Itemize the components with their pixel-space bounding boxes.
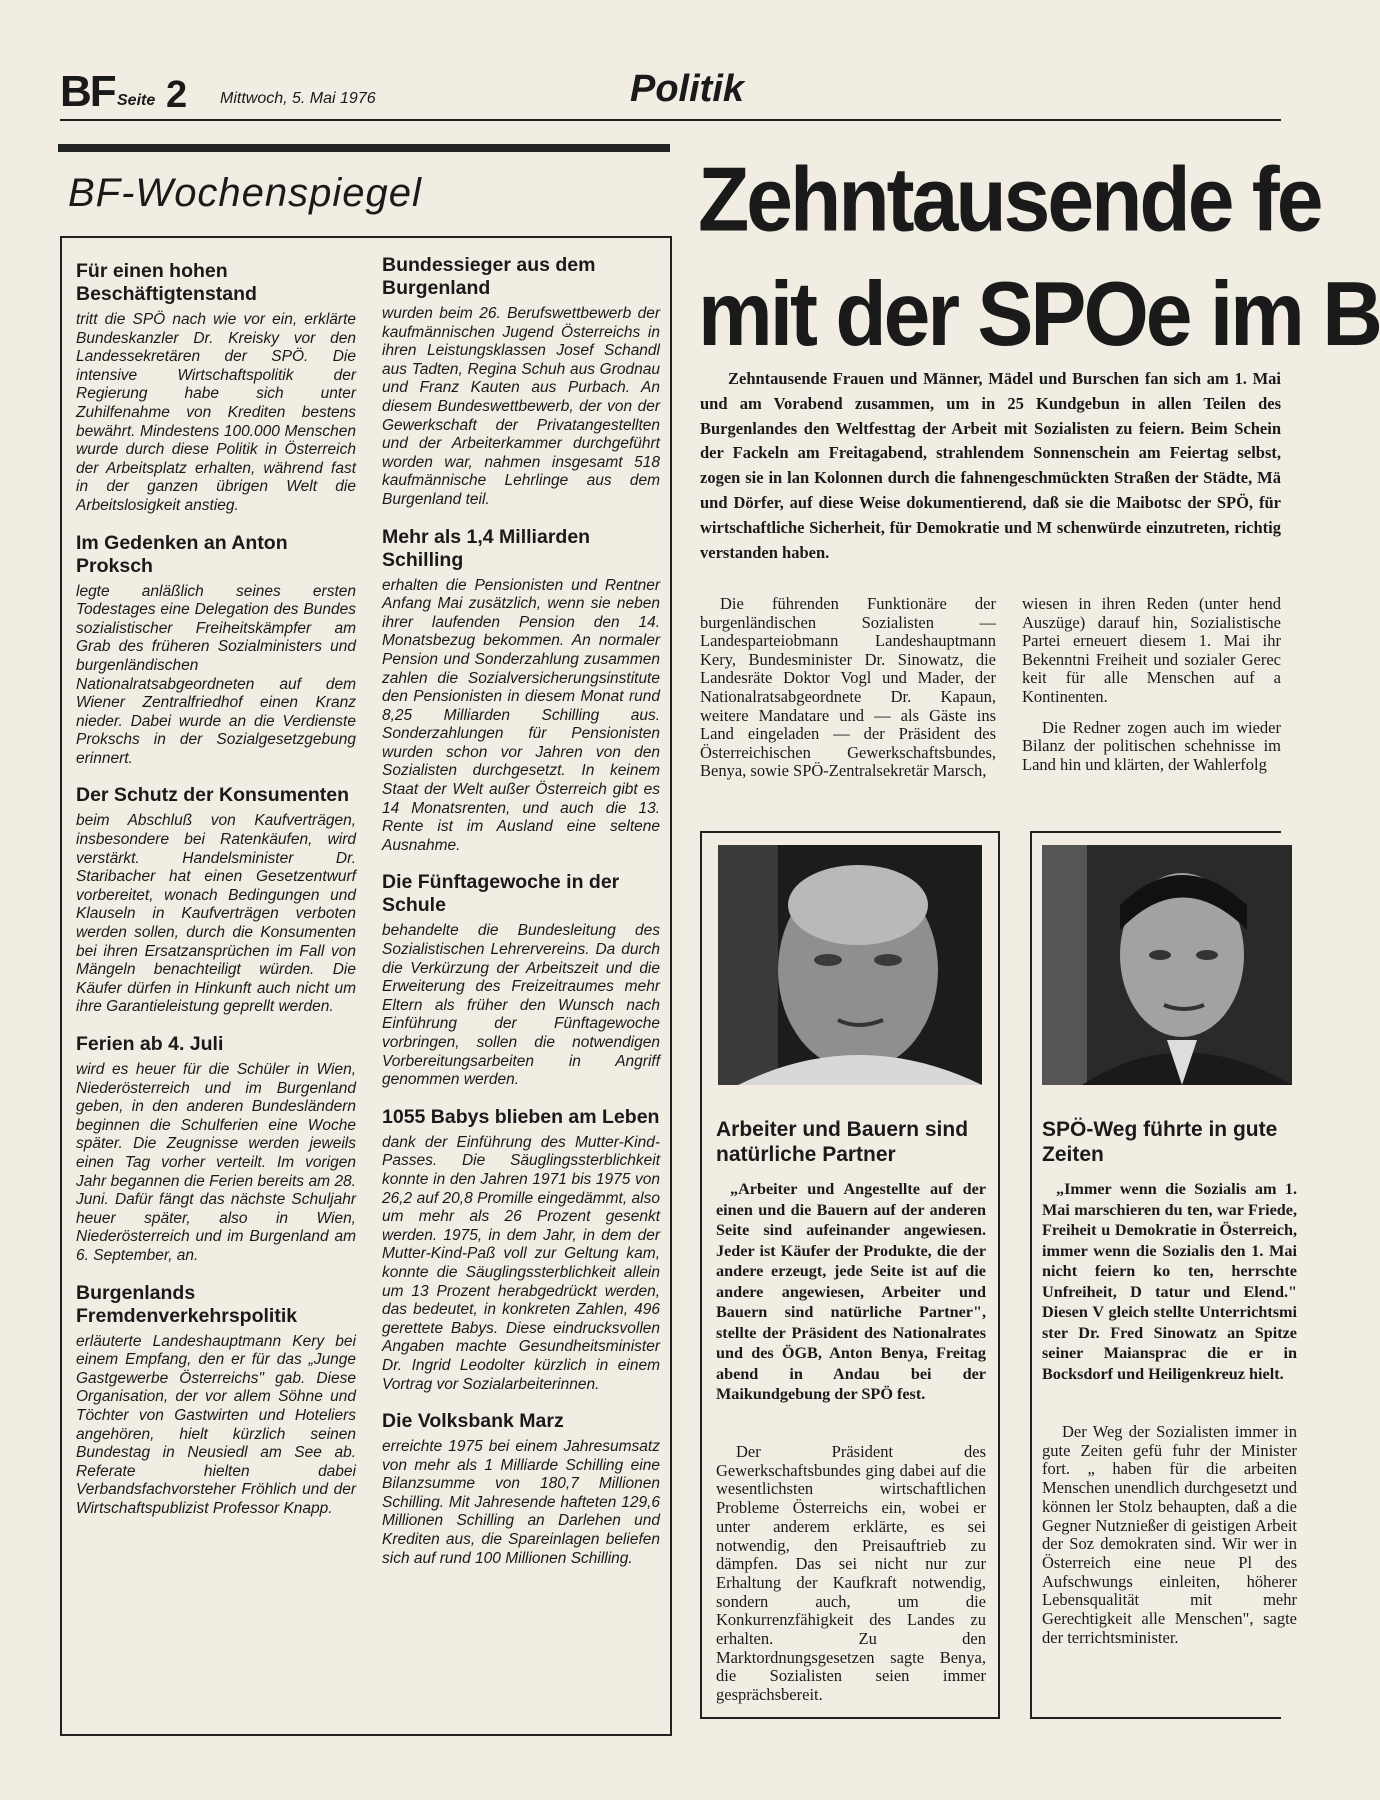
article-paragraph: wiesen in ihren Reden (unter hend Auszüge) darauf hin, Sozialistische Partei erneuert diesem 1. Mai ihr Bekenntni Freiheit und sozialer Gerec keit für alle Menschen auf a Kontinenten. [1022,594,1281,706]
brief-item [76,784,356,1017]
brief-title: 1055 Babys blieben am Leben [382,1105,660,1128]
brief-title: Die Volksbank Marz [382,1410,564,1433]
brief-text: erhalten die Pensionisten und Rentner Anfang Mai zusätzlich, wenn sie neben ihrer laufenden Pension den 14. Monatsbezug bekommen. An normaler Pension und Sonderzahlung zusammen zahlen die Sozialversicherungsinstitute den Pensionisten in diesem Monat rund 8,25 Milliarden Schilling aus. Sonderzahlungen für Pensionisten wurden schon vor Jahren von den Sozialisten durchgesetzt. In keinem Staat der Welt außer Österreich gibt es 14 Monatsrenten, und auch die 13. Rente ist im Ausland eine seltene Ausnahme. [382,576,660,854]
wochenspiegel-title: BF-Wochenspiegel [68,171,422,215]
article-paragraph: Die Redner zogen auch im wieder Bilanz der politischen schehnisse im Land hin und klärten, der Wahlerfolg [1022,717,1281,774]
brief-title: Bundessieger aus dem Burgenland [382,254,596,299]
brief-title: Ferien ab 4. Juli [76,1033,224,1055]
headline-line-1: Zehntausende fe [698,148,1321,250]
brief-item [382,254,660,510]
brief-item [76,1033,356,1266]
brief-column-left [76,260,356,1534]
main-headline [698,142,1380,371]
wochenspiegel-rule [58,144,670,152]
sinowatz-box [1030,831,1297,1719]
brief-text: erläuterte Landeshauptmann Kery bei einem Empfang, den er für das „Junge Gastgewerbe Österreichs" gab. Diese Organisation, der vor allem Söhne und Töchter von Gastwirten und Hoteliers angehören, hielt kürzlich seinen Bundestag in Neusiedl am See ab. Referate hielten dabei Verbandsfachvorsteher Fröhlich und der Wirtschaftspublizist Professor Knapp. [76,1332,356,1517]
brief-text: wurden beim 26. Berufswettbewerb der kaufmännischen Jugend Österreichs in ihren Leistungsklassen Josef Schandl aus Tadten, Regina Schuh aus Grodnau und Franz Kauten aus Purbach. An diesem Bundeswettbewerb, der von der Gewerkschaft der Privatangestellten und der Arbeiterkammer durchgeführt worden war, nahmen insgesamt 518 kaufmännische Lehrlinge aus dem Burgenland teil. [382,305,660,508]
brief-column-right [382,254,660,1584]
brief-text: wird es heuer für die Schüler in Wien, Niederösterreich und im Burgenland geben, in den anderen Bundesländern beginnen die Schulferien eine Woche später. Die Zeugnisse werden jeweils einen Tag vorher verteilt. Im vorigen Jahr begannen die Ferien bereits am 28. Juni. Dafür fängt das nächste Schuljahr heuer später, also in Wien, Niederösterreich und im Burgenland am 6. September, an. [76,1061,356,1264]
brief-item [76,532,356,769]
brief-title: Der Schutz der Konsumenten [76,784,350,807]
brief-item [382,1106,660,1394]
brief-title: Im Gedenken an Anton Proksch [76,531,288,577]
brief-text: tritt die SPÖ nach wie vor ein, erklärte Bundeskanzler Dr. Kreisky vor den Landessekretären der SPÖ. Die intensive Wirtschaftspolitik der Regierung habe sich unter Zuhilfenahme von Krediten bestens bewährt. Mindestens 100.000 Menschen wurde durch diese Politik in Österreich der Arbeitsplatz erhalten, während fast in der ganzen übrigen Welt die Arbeitslosigkeit anstieg. [76,311,356,514]
box-body: Der Präsident des Gewerkschaftsbundes ging dabei auf die wesentlichsten wirtschaftlichen Probleme Österreichs ein, wobei er unter anderem erklärte, es sei notwendig, den Preisauftrieb zu dämpfen. Das sei nicht nur zur Erhaltung der Kaufkraft notwendig, sondern auch, um die Konkurrenzfähigkeit des Landes zu erhalten. Zu den Marktordnungsgesetzen sagte Benya, die Sozialisten seien immer gesprächsbereit. [716,1442,986,1705]
article-paragraph: Die führenden Funktionäre der burgenländischen Sozialisten — Landesparteiobmann Landeshauptmann Kery, Bundesminister Dr. Sinowatz, die Landesräte Doktor Vogl und Mader, der Nationalratsabgeordnete Dr. Kapaun, weitere Mandatare und — als Gäste ins Land eingeladen — der Präsident des Österreichischen Gewerkschaftsbundes, Benya, sowie SPÖ-Zentralsekretär Marsch, [700,594,996,781]
brief-title: Mehr als 1,4 Milliarden Schilling [382,525,591,571]
brief-text: dank der Einführung des Mutter-Kind-Passes. Die Säuglingssterblichkeit konnte in den Jahren 1971 bis 1975 von 26,2 auf 20,8 Promille eingedämmt, also um mehr als 26 Prozent gesenkt werden. 1975, in dem Jahr, in dem der Mutter-Kind-Paß voll zur Geltung kam, konnte die Säuglingssterblichkeit allein um 13 Prozent herabgedrückt werden, das bedeutet, in konkreten Zahlen, 496 gerettete Babys. Diese eindrucksvollen Angaben machte Gesundheitsminister Dr. Ingrid Leodolter kürzlich in einem Vortrag vor Sozialarbeiterinnen. [382,1133,660,1393]
top-rule [60,119,1281,121]
box-lead: „Arbeiter und Angestellte auf der einen und die Bauern auf der anderen Seite sind aufeinander angewiesen. Jeder ist Käufer der Produkte, die der andere erzeugt, jede Seite ist auf die andere angewiesen, Arbeiter und Bauern sind natürliche Partner", stellte der Präsident des Nationalrates und des ÖGB, Anton Benya, Freitag abend in Andau bei der Maikundgebung der SPÖ fest. [716,1180,986,1403]
brief-title: Die Fünftagewoche in der Schule [382,871,620,917]
brief-item [382,1410,660,1568]
benya-box [700,831,1000,1719]
brief-text: erreichte 1975 bei einem Jahresumsatz von mehr als 1 Milliarde Schilling eine Bilanzsumme von 180,7 Millionen Schilling. Mit Jahresende hafteten 129,6 Millionen Schilling an Darlehen und Krediten aus, die Spareinlagen beliefen sich auf rund 100 Millionen Schilling. [382,1438,660,1567]
box-body: Der Weg der Sozialisten immer in gute Zeiten gefü fuhr der Minister fort. „ haben für die arbeiten Menschen unendlich durchgesetzt und können ler Stolz behaupten, daß a die Gegner Nutznießer di geistigen Arbeit der Soz demokraten sind. Wir wer in Österreich eine neue Pl des Aufschwungs einleiten, höherer Lebensqualität mit mehr Gerechtigkeit alle Menschen", sagte der terrichtsminister. [1042,1422,1297,1647]
headline-line-2: mit der SPOe im B [698,262,1380,365]
brief-text: beim Abschluß von Kaufverträgen, insbesondere bei Ratenkäufen, wird verstärkt. Handelsminister Dr. Staribacher hat einen Gesetzentwurf vorbereitet, wonach Bedingungen und Klauseln in Kaufverträgen verboten werden sollen, durch die Konsumenten bei ihren Ersatzansprüchen im Fall von Mängeln benachteiligt würden. Die Käufer dürfen in Hinkunft auch nicht um ihre Garantieleistung geprellt werden. [76,812,356,1016]
brief-item [382,871,660,1089]
box-headline: SPÖ-Weg führte in gute Zeiten [1042,1118,1278,1166]
box-lead: „Immer wenn die Sozialis am 1. Mai marschieren du ten, war Friede, Freiheit u Demokratie in Österreich, immer wenn die Sozialis den 1. Mai nicht feiern ko ten, herrschte Unfreiheit, D tatur und Elend." Diesen V gleich stellte Unterrichtsmi ster Dr. Fred Sinowatz an Spitze seiner Maiansprac die er in Bocksdorf und Heiligenkreuz hielt. [1042,1180,1297,1383]
article-column-2 [1022,595,1281,786]
brief-text: legte anläßlich seines ersten Todestages eine Delegation des Bundes sozialistischer Freiheitskämpfer am Grab des früheren Sozialministers und burgenländischen Nationalratsabgeordneten auf dem Wiener Zentralfriedhof einen Kranz nieder. Dabei wurde an die Verdienste Prokschs in der Sozialgesetzgebung erinnert. [76,582,356,767]
page-label: Seite [117,92,156,109]
dateline: Mittwoch, 5. Mai 1976 [220,90,376,107]
bf-logo: BF [60,67,115,116]
brief-title: Für einen hohen Beschäftigtenstand [76,260,257,305]
section-title: Politik [630,68,745,110]
brief-text: behandelte die Bundesleitung des Sozialistischen Lehrervereins. Da durch die Verkürzung der Arbeitszeit und die Erweiterung des Freizeitraumes mehr Eltern als früher den Wunsch nach Einführung der Fünftagewoche vorbringen, sollen die notwendigen Vorbereitungsarbeiten in Angriff genommen werden. [382,922,660,1089]
page-number: 2 [166,74,188,116]
brief-item [382,526,660,856]
brief-item [76,1282,356,1519]
article-lead: Zehntausende Frauen und Männer, Mädel und Burschen fan sich am 1. Mai und am Vorabend zusammen, um in 25 Kundgebun in allen Teilen des Burgenlandes den Weltfesttag der Arbeit mit Sozialisten zu feiern. Beim Schein der Fackeln am Freitagabend, strahlendem Sonnenschein am Feiertag selbst, zogen sie in lan Kolonnen durch die fahnengeschmückten Straßen der Städte, Mä und Dörfer, auf diese Weise dokumentierend, daß sie die Maibotsc der SPÖ, für wirtschaftliche Sicherheit, für Demokratie und M schenwürde einzutreten, richtig verstanden haben. [700,369,1281,562]
article-column-1 [700,595,996,793]
brief-item [76,260,356,516]
portrait-photo-sinowatz [1042,845,1292,1085]
portrait-photo-benya [718,845,982,1085]
brief-title: Burgenlands Fremdenverkehrspolitik [76,1281,298,1327]
box-headline: Arbeiter und Bauern sind natürliche Partner [716,1118,969,1166]
